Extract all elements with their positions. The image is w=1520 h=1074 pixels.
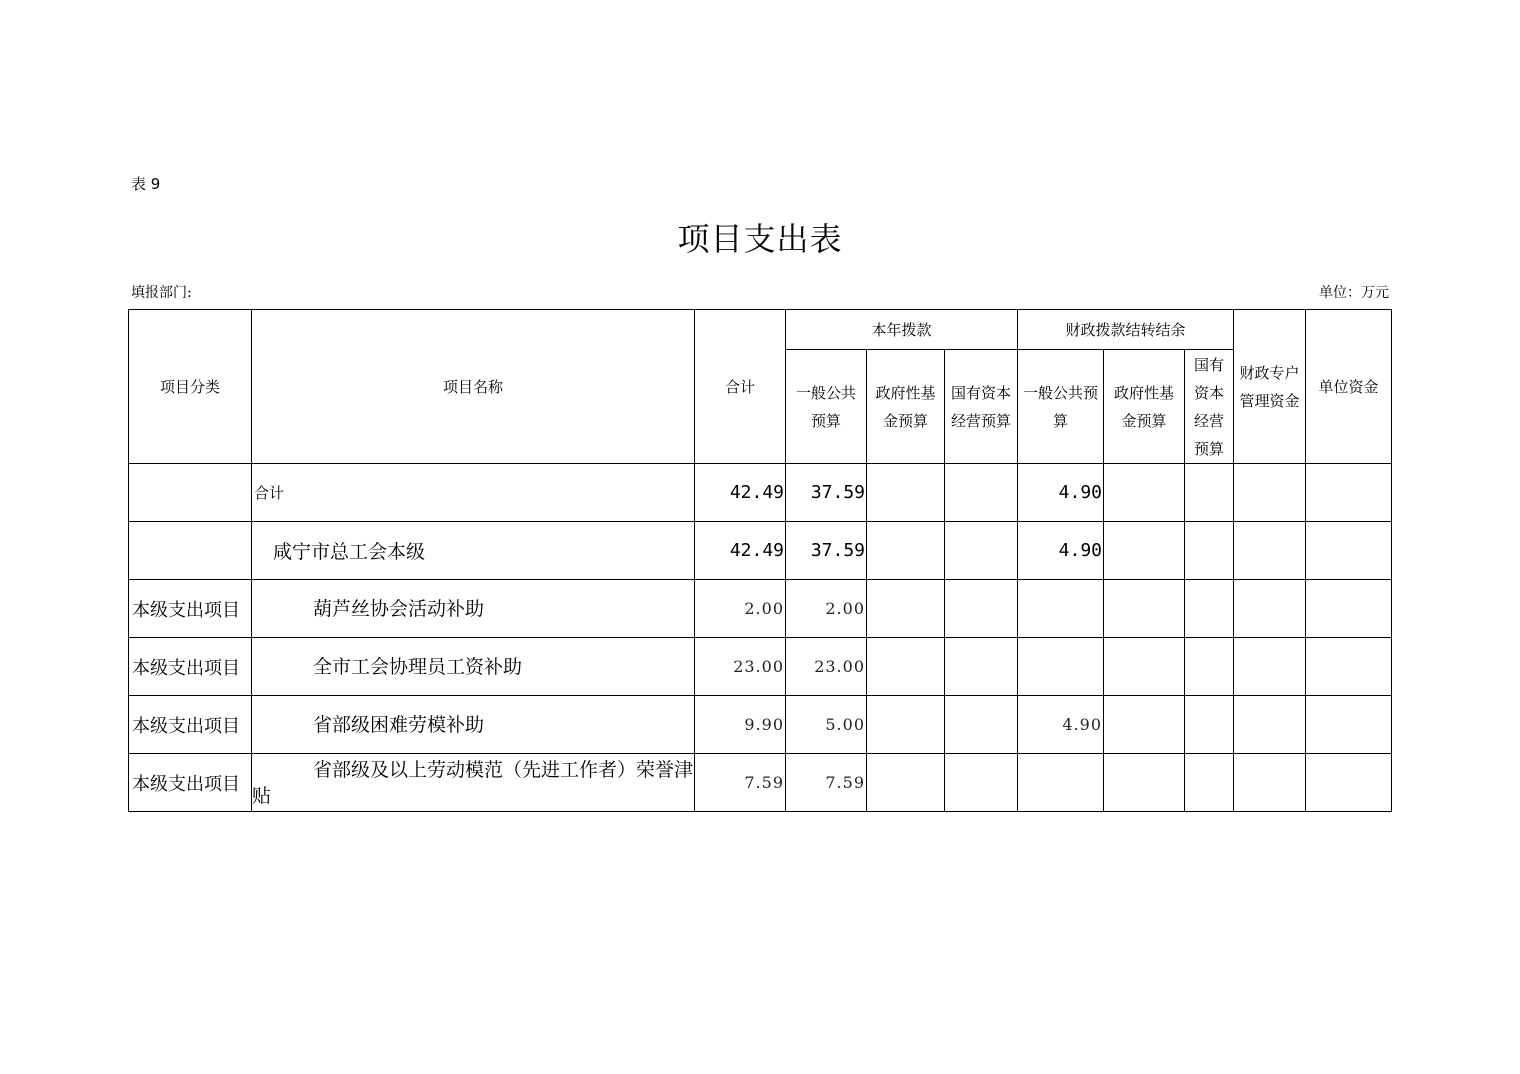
cell-category xyxy=(129,522,252,580)
header-carry-state-capital: 国有资本经营预算 xyxy=(1185,350,1234,464)
cell-current-general: 23.00 xyxy=(786,638,867,696)
cell-special-account xyxy=(1234,696,1306,754)
cell-current-state-capital xyxy=(945,522,1018,580)
header-special-account: 财政专户管理资金 xyxy=(1234,310,1306,464)
cell-current-fund xyxy=(867,464,945,522)
cell-name: 全市工会协理员工资补助 xyxy=(252,638,695,696)
cell-total: 23.00 xyxy=(695,638,786,696)
cell-unit-funds xyxy=(1306,580,1392,638)
cell-special-account xyxy=(1234,638,1306,696)
cell-current-state-capital xyxy=(945,580,1018,638)
cell-category: 本级支出项目 xyxy=(129,638,252,696)
cell-current-general: 37.59 xyxy=(786,522,867,580)
header-current-fund: 政府性基金预算 xyxy=(867,350,945,464)
cell-carry-general xyxy=(1018,638,1104,696)
unit-label: 单位：万元 xyxy=(1319,285,1389,301)
cell-carry-state-capital xyxy=(1185,522,1234,580)
cell-unit-funds xyxy=(1306,638,1392,696)
header-group-current-year: 本年拨款 xyxy=(786,310,1018,350)
cell-current-state-capital xyxy=(945,638,1018,696)
cell-current-state-capital xyxy=(945,754,1018,812)
project-expenditure-table xyxy=(128,309,1392,812)
cell-total: 9.90 xyxy=(695,696,786,754)
header-unit-funds: 单位资金 xyxy=(1306,310,1392,464)
header-carry-general: 一般公共预算 xyxy=(1018,350,1104,464)
cell-carry-general: 4.90 xyxy=(1018,522,1104,580)
cell-category: 本级支出项目 xyxy=(129,754,252,812)
cell-carry-general xyxy=(1018,580,1104,638)
cell-current-general: 37.59 xyxy=(786,464,867,522)
header-category: 项目分类 xyxy=(129,310,252,464)
cell-carry-fund xyxy=(1104,696,1185,754)
cell-special-account xyxy=(1234,464,1306,522)
cell-total: 2.00 xyxy=(695,580,786,638)
cell-carry-fund xyxy=(1104,522,1185,580)
cell-special-account xyxy=(1234,522,1306,580)
fill-department-label: 填报部门: xyxy=(131,285,192,301)
cell-current-general: 5.00 xyxy=(786,696,867,754)
cell-unit-funds xyxy=(1306,464,1392,522)
header-total: 合计 xyxy=(695,310,786,464)
cell-carry-fund xyxy=(1104,638,1185,696)
table-row xyxy=(129,464,1392,522)
cell-current-fund xyxy=(867,522,945,580)
cell-category: 本级支出项目 xyxy=(129,696,252,754)
cell-name: 咸宁市总工会本级 xyxy=(252,522,695,580)
cell-carry-general xyxy=(1018,754,1104,812)
cell-special-account xyxy=(1234,580,1306,638)
header-name: 项目名称 xyxy=(252,310,695,464)
cell-carry-fund xyxy=(1104,754,1185,812)
cell-name: 省部级及以上劳动模范（先进工作者）荣誉津贴 xyxy=(252,754,695,812)
table-row xyxy=(129,754,1392,812)
cell-current-fund xyxy=(867,754,945,812)
cell-total: 42.49 xyxy=(695,522,786,580)
header-carry-fund: 政府性基金预算 xyxy=(1104,350,1185,464)
cell-carry-fund xyxy=(1104,464,1185,522)
cell-carry-state-capital xyxy=(1185,754,1234,812)
cell-current-state-capital xyxy=(945,464,1018,522)
cell-total: 42.49 xyxy=(695,464,786,522)
cell-carry-state-capital xyxy=(1185,464,1234,522)
cell-carry-general: 4.90 xyxy=(1018,696,1104,754)
cell-unit-funds xyxy=(1306,696,1392,754)
cell-unit-funds xyxy=(1306,522,1392,580)
cell-name: 葫芦丝协会活动补助 xyxy=(252,580,695,638)
cell-carry-state-capital xyxy=(1185,696,1234,754)
cell-current-general: 7.59 xyxy=(786,754,867,812)
cell-current-fund xyxy=(867,638,945,696)
cell-total: 7.59 xyxy=(695,754,786,812)
cell-category: 本级支出项目 xyxy=(129,580,252,638)
header-current-state-capital: 国有资本经营预算 xyxy=(945,350,1018,464)
header-current-general: 一般公共预算 xyxy=(786,350,867,464)
cell-carry-state-capital xyxy=(1185,638,1234,696)
cell-category xyxy=(129,464,252,522)
cell-current-state-capital xyxy=(945,696,1018,754)
table-row xyxy=(129,580,1392,638)
cell-name: 省部级困难劳模补助 xyxy=(252,696,695,754)
cell-special-account xyxy=(1234,754,1306,812)
cell-current-fund xyxy=(867,696,945,754)
cell-carry-state-capital xyxy=(1185,580,1234,638)
cell-carry-fund xyxy=(1104,580,1185,638)
table-number: 表 9 xyxy=(131,175,161,193)
cell-name: 合计 xyxy=(252,464,695,522)
cell-current-fund xyxy=(867,580,945,638)
table-row xyxy=(129,638,1392,696)
header-group-carryover: 财政拨款结转结余 xyxy=(1018,310,1234,350)
page-title: 项目支出表 xyxy=(677,220,843,258)
table-row xyxy=(129,522,1392,580)
cell-current-general: 2.00 xyxy=(786,580,867,638)
cell-unit-funds xyxy=(1306,754,1392,812)
cell-carry-general: 4.90 xyxy=(1018,464,1104,522)
table-row xyxy=(129,696,1392,754)
header-row-1 xyxy=(129,310,1392,350)
